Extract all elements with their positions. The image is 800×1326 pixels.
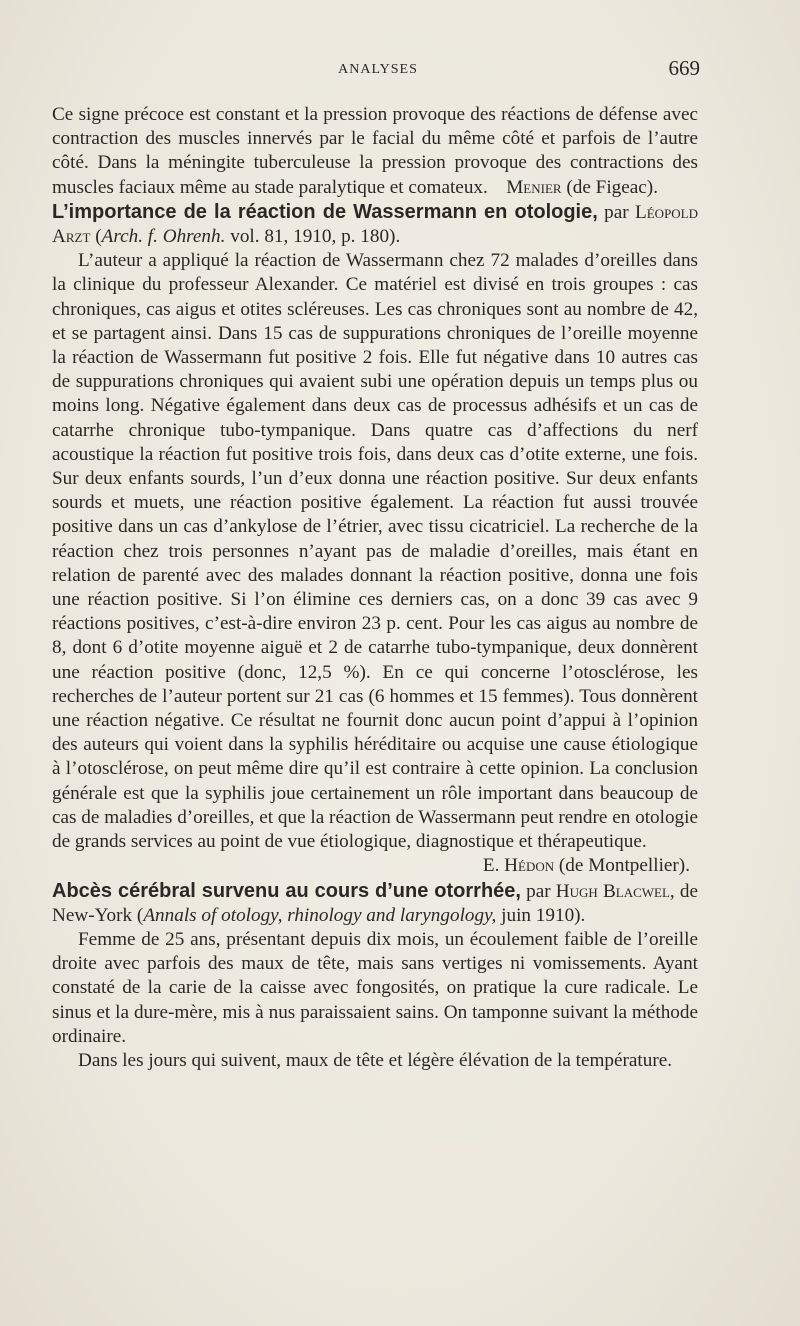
paragraph-text: Ce signe précoce est constant et la pression provoque des réactions de défense avec contraction des muscles innervés par le facial du même côté et parfois de l’autre côté. Dans la méningite tuberculeuse la pression provoque des contractions des muscles faciaux même au stade paralytique et comateux. bbox=[52, 104, 698, 198]
article-title: Abcès cérébral survenu au cours d’une otorrhée, bbox=[52, 879, 521, 902]
article-author: Hugh Blacwel bbox=[555, 880, 670, 902]
page-header bbox=[58, 56, 698, 86]
article-heading bbox=[52, 200, 698, 249]
article-journal: Annals of otology, rhinology and laryngology, bbox=[143, 904, 497, 926]
article-body bbox=[52, 928, 698, 1049]
running-head: ANALYSES bbox=[338, 62, 418, 77]
article-heading bbox=[52, 879, 698, 928]
article-body-text: Femme de 25 ans, présentant depuis dix mois, un écoulement faible de l’oreille droite avec parfois des maux de tête, mais sans vertiges ni vomissements. Ayant constaté de la carie de la caisse avec fongosités, on pratique la cure radicale. Le sinus et la dure-mère, mis à nus paraissaient sains. On tamponne suivant la méthode ordinaire. bbox=[52, 928, 698, 1047]
article-journal: Arch. f. Ohrenh. bbox=[101, 226, 226, 248]
article-by: par bbox=[526, 880, 551, 902]
article-body-text: Dans les jours qui suivent, maux de tête et légère élévation de la température. bbox=[78, 1049, 673, 1071]
article-ref-pre: , de New-York ( bbox=[52, 880, 698, 926]
signature-author: Menier bbox=[506, 176, 562, 198]
article-by: par bbox=[604, 201, 629, 223]
article-author: Léopold Arzt bbox=[52, 201, 699, 248]
article-title: L’importance de la réaction de Wassermann en otologie, bbox=[52, 200, 598, 223]
signature bbox=[52, 854, 698, 878]
signature-author: E. Hédon bbox=[482, 855, 555, 877]
signature bbox=[506, 176, 658, 200]
article-body bbox=[52, 249, 698, 854]
page-number: 669 bbox=[668, 56, 700, 80]
article-ref-open: ( bbox=[95, 226, 102, 248]
signature-place: (de Figeac). bbox=[566, 176, 658, 198]
page-body bbox=[52, 103, 698, 1073]
article-body-text: L’auteur a appliqué la réaction de Wassermann chez 72 malades d’oreilles dans la clinique du professeur Alexander. Ce matériel est divisé en trois groupes : cas chroniques, cas aigus et otites scléreuses. Les cas chroniques sont au nombre de 42, et se partagent ainsi. Dans 15 cas de suppurations chroniques de l’oreille moyenne la réaction de Wassermann fut positive 2 fois. Elle fut négative dans 10 autres cas de suppurations chroniques qui avaient subi une opération depuis un temps plus ou moins long. Négative également dans deux cas de processus adhésifs et un cas de catarrhe chronique tubo-tympanique. Dans quatre cas d’affections du nerf acoustique la réaction fut positive trois fois, dans deux cas d’otite externe, une fois. Sur deux enfants sourds, l’un d’eux donna une réaction positive. Sur deux enfants sourds et muets, une réaction positive également. La réaction fut aussi trouvée positive dans un cas d’ankylose de l’étrier, avec tissu cicatriciel. La recherche de la réaction chez trois personnes n’ayant pas de maladie d’oreilles, mais étant en relation de parenté avec des malades donnant la réaction positive, donna une fois une réaction positive. Si l’on élimine ces derniers cas, on a donc 39 cas avec 9 réactions positives, c’est-à-dire environ 23 p. cent. Pour les cas aigus au nombre de 8, dont 6 d’otite moyenne aiguë et 2 de catarrhe tubo-tympanique, deux donnèrent une réaction positive (donc, 12,5 %). En ce qui concerne l’otosclérose, les recherches de l’auteur portent sur 21 cas (6 hommes et 15 femmes). Tous donnèrent une réaction négative. Ce résultat ne fournit donc aucun point d’appui à l’opinion des auteurs qui voient dans la syphilis héréditaire ou acquise une cause étiologique à l’otosclérose, on peut même dire qu’il est contraire à cette opinion. La conclusion générale est que la syphilis joue certainement un rôle important dans beaucoup de cas de maladies d’oreilles, et que la réaction de Wassermann peut rendre en otologie de grands services au point de vue étiologique, diagnostique et thérapeutique. bbox=[52, 250, 698, 853]
article-body bbox=[52, 1049, 698, 1073]
paragraph-continued bbox=[52, 103, 698, 200]
article-ref: vol. 81, 1910, p. 180). bbox=[230, 226, 401, 248]
signature-place: (de Montpellier). bbox=[558, 855, 690, 877]
article-ref: juin 1910). bbox=[501, 904, 586, 926]
